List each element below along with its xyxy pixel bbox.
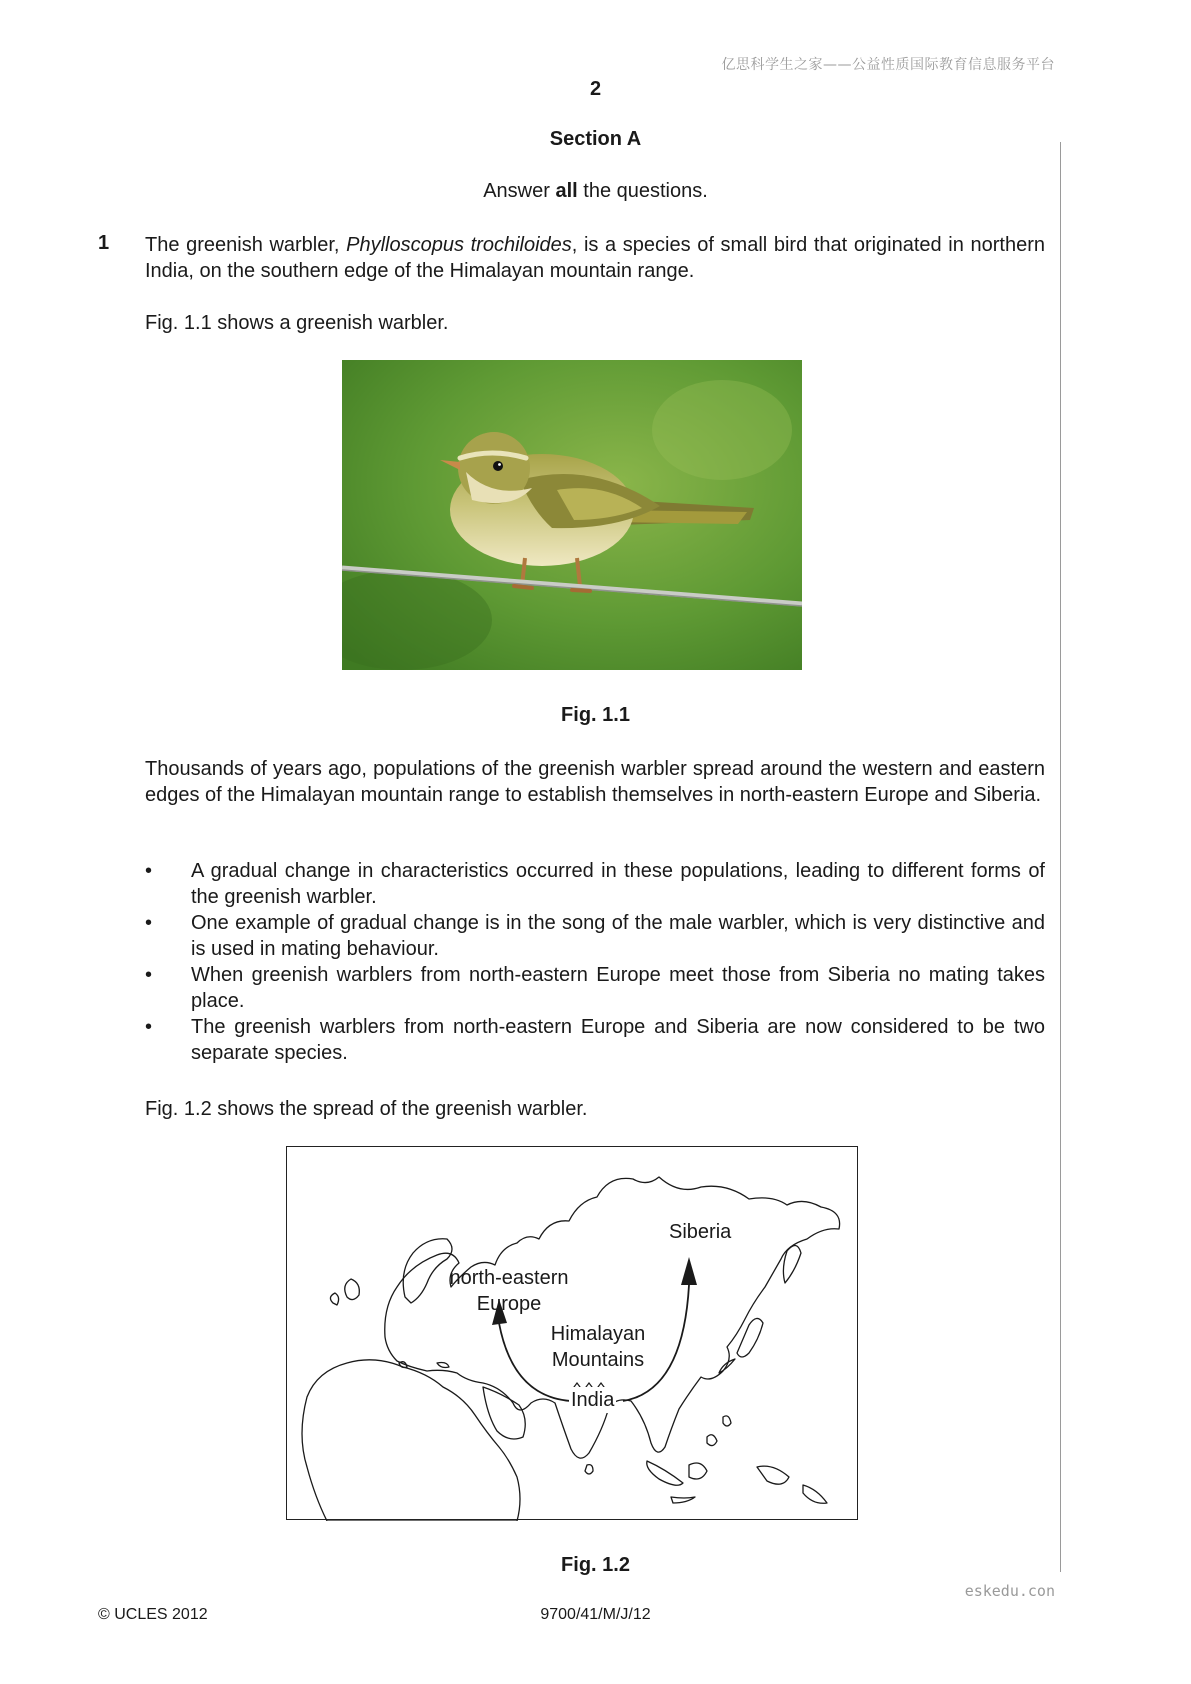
intro-pre: The greenish warbler, xyxy=(145,234,347,256)
watermark-top: 亿思科学生之家——公益性质国际教育信息服务平台 xyxy=(721,57,1055,73)
bullet-marker: • xyxy=(145,1016,153,1038)
fig2-reference: Fig. 1.2 shows the spread of the greenish warbler. xyxy=(145,1098,588,1120)
instruction xyxy=(0,180,1191,203)
label-ne-europe-line2: Europe xyxy=(476,1293,542,1315)
question-intro xyxy=(145,232,1045,284)
instruction-pre: Answer xyxy=(483,180,556,202)
bullet-marker: • xyxy=(145,912,153,934)
warbler-photo xyxy=(342,360,802,670)
label-siberia: Siberia xyxy=(669,1221,732,1243)
list-item xyxy=(145,858,1045,910)
label-ne-europe xyxy=(441,1265,577,1317)
list-item xyxy=(145,962,1045,1014)
label-himalaya-line2: Mountains xyxy=(551,1349,645,1371)
spread-map xyxy=(286,1146,858,1520)
section-title: Section A xyxy=(549,128,642,150)
bullet-text: A gradual change in characteristics occurred in these populations, leading to different forms of the greenish warbler. xyxy=(191,860,1045,908)
list-item xyxy=(145,1014,1045,1066)
label-himalaya xyxy=(545,1321,651,1373)
list-item xyxy=(145,910,1045,962)
intro-post: , is a species of small bird that originated in northern India, on the southern edge of the Himalayan mountain range. xyxy=(145,234,1045,282)
species-name: Phylloscopus trochiloides xyxy=(346,234,572,256)
label-india: India xyxy=(571,1389,615,1411)
copyright: © UCLES 2012 xyxy=(98,1606,208,1623)
fig2-caption: Fig. 1.2 xyxy=(561,1554,630,1576)
bullet-text: One example of gradual change is in the song of the male warbler, which is very distinctive and is used in mating behaviour. xyxy=(191,912,1045,960)
bullet-marker: • xyxy=(145,860,153,882)
bullet-text: The greenish warblers from north-eastern Europe and Siberia are now considered to be two separate species. xyxy=(191,1016,1045,1064)
bullet-list xyxy=(145,858,1045,1066)
label-himalaya-line1: Himalayan xyxy=(550,1323,646,1345)
fig1-reference: Fig. 1.1 shows a greenish warbler. xyxy=(145,312,449,334)
bullet-text: When greenish warblers from north-eastern Europe meet those from Siberia no mating takes place. xyxy=(191,964,1045,1012)
paper-code: 9700/41/M/J/12 xyxy=(540,1606,651,1623)
margin-line xyxy=(1060,142,1061,1572)
instruction-bold: all xyxy=(555,180,578,202)
label-ne-europe-line1: north-eastern xyxy=(449,1267,569,1289)
history-paragraph: Thousands of years ago, populations of the greenish warbler spread around the western and eastern edges of the Himalayan mountain range to establish themselves in north-eastern Europe and Siberia. xyxy=(145,758,1045,806)
page-number: 2 xyxy=(589,78,602,100)
bullet-marker: • xyxy=(145,964,153,986)
instruction-post: the questions. xyxy=(577,180,708,202)
fig1-caption: Fig. 1.1 xyxy=(561,704,630,726)
question-number: 1 xyxy=(98,232,110,254)
watermark-bottom: eskedu.con xyxy=(964,1582,1055,1600)
